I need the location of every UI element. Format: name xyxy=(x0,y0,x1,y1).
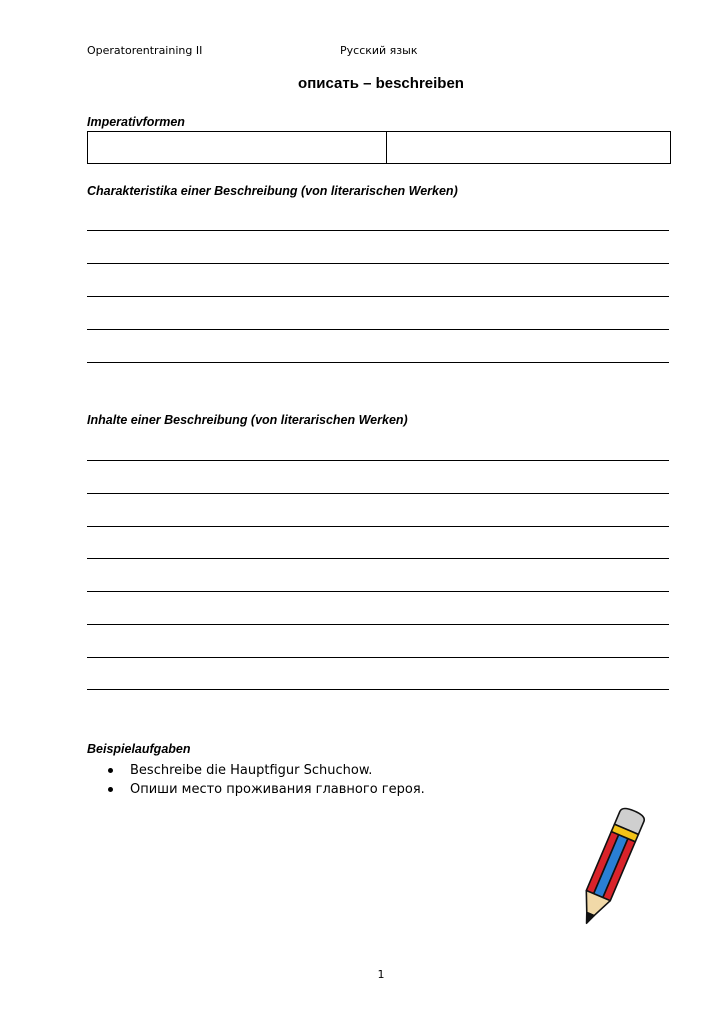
writing-line xyxy=(87,460,669,461)
charakteristika-heading: Charakteristika einer Beschreibung (von literarischen Werken) xyxy=(87,184,458,198)
pencil-icon xyxy=(572,806,648,930)
writing-line xyxy=(87,689,669,690)
writing-line xyxy=(87,329,669,330)
task-list xyxy=(108,761,425,799)
list-item xyxy=(108,780,425,799)
writing-line xyxy=(87,230,669,231)
imperativ-table xyxy=(87,131,671,164)
writing-line xyxy=(87,591,669,592)
beispiel-heading: Beispielaufgaben xyxy=(87,742,191,756)
imperativ-heading: Imperativformen xyxy=(87,115,185,129)
header-right: Русский язык xyxy=(340,44,418,57)
task-text: Опиши место проживания главного героя. xyxy=(130,782,425,797)
writing-line xyxy=(87,263,669,264)
page-number: 1 xyxy=(377,968,385,981)
imperativ-cell-right[interactable] xyxy=(387,132,670,163)
header-left: Operatorentraining II xyxy=(87,44,203,57)
writing-line xyxy=(87,558,669,559)
task-text: Beschreibe die Hauptfigur Schuchow. xyxy=(130,763,373,778)
inhalte-heading: Inhalte einer Beschreibung (von literarischen Werken) xyxy=(87,413,408,427)
writing-line xyxy=(87,362,669,363)
writing-line xyxy=(87,296,669,297)
bullet-icon xyxy=(108,768,113,773)
writing-line xyxy=(87,624,669,625)
list-item xyxy=(108,761,425,780)
writing-line xyxy=(87,493,669,494)
page-title: описать – beschreiben xyxy=(298,75,464,92)
imperativ-cell-left[interactable] xyxy=(88,132,387,163)
writing-line xyxy=(87,657,669,658)
writing-line xyxy=(87,526,669,527)
bullet-icon xyxy=(108,787,113,792)
